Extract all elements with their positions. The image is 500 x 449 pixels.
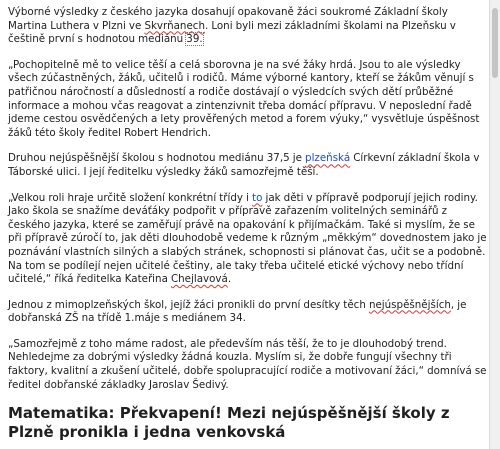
paragraph-text: . [227,273,232,286]
section-heading[interactable]: Matematika: Překvapení! Mezi nejúspěšnější školy z Plzně pronikla i jedna venkovská [8,404,450,442]
paragraph-1[interactable] [8,6,490,47]
paragraph-5[interactable] [8,299,490,326]
paragraph-text: Církevní základní škola v Táborské ulici. I její ředitelku výsledky žáků samozřejmě těší. [8,152,480,178]
paragraph-text: , je dobřanská ZŠ na třídě 1.máje s mediánem 34. [8,298,467,325]
scrollbar-thumb[interactable] [492,8,498,78]
paragraph-text: „Velkou roli hraje určitě složení konkrétní třídy i [8,191,253,204]
misspelled-word[interactable]: Chejlavová [170,273,228,286]
paragraph-text: „Samozřejmě z toho máme radost, ale především nás těší, že to je dlouhodobý trend. Nehledejme za dobrými výsledky žádná kouzla. Myslím si, že dobře fungují všechny tři faktory, kvalitní a zkušení učitelé, dobře spolupracující rodiče a motivovaní žáci,“ domnívá se ředitel dobřanské základky Jaroslav Šedivý. [8,337,487,391]
link-to[interactable]: to [252,191,263,204]
paragraph-text: Jednou z mimoplzeňských škol, jejíž žáci pronikli do první desítky těch [8,298,369,311]
misspelled-word[interactable]: nejúspěšnějších [368,298,451,311]
link-plzenska[interactable]: plzeňská [305,152,351,165]
text-cursor-selection[interactable]: 39. [186,33,203,46]
paragraph-text: Výborné výsledky z českého jazyka dosahují opakovaně žáci soukromé Základní školy Martina Luthera v Plzni ve [8,6,448,32]
paragraph-6[interactable] [8,338,490,392]
vertical-scrollbar[interactable] [489,0,500,449]
paragraph-3[interactable] [8,152,490,179]
paragraph-4[interactable] [8,192,490,287]
paragraph-text: . Loni byli mezi základními školami na Plzeňsku v češtině první s hodnotou mediánu [8,19,456,46]
paragraph-2[interactable] [8,59,490,141]
paragraph-text: jak děti v přípravě podporují jejich rodiny. Jako škola se snažíme deváťáky podpořit v přípravě zařazením volitelných seminářů z českého jazyka, které se zaměřují právě na opakování k přijímačkám. Také si myslím, že se při přípravě zúročí to, jak děti dlouhodobě vedeme k různým „měkkým“ dovednostem jako je poznávání vlastních silných a slabých stránek, schopnosti si plánovat čas, učit se a podobně. Na tom se podílejí nejen učitelé češtiny, ale taky třeba učitelé etické výchovy nebo třídní učitelé,“ říká ředitelka Kateřina [8,191,487,286]
paragraph-text: Druhou nejúspěšnější školou s hodnotou mediánu 37,5 je [8,152,306,165]
paragraph-text: „Pochopitelně mě to velice těší a celá sborovna je na své žáky hrdá. Jsou to ale výsledky všech zúčastněných, žáků, učitelů i rodičů. Máme výborné kantory, kteří se žákům věnují s patřičnou náročností a důsledností a rodiče dostávají o výsledcích svých dětí průběžné informace a mohou včas reagovat a zintenzivnit třeba domácí přípravu. V neposlední řadě jdeme cestou osvědčených a lety prověřených metod a forem výuky,“ vysvětluje úspěšnost žáků této školy ředitel Robert Hendrich. [8,58,480,139]
misspelled-word[interactable]: Skvrňanech [144,19,205,32]
